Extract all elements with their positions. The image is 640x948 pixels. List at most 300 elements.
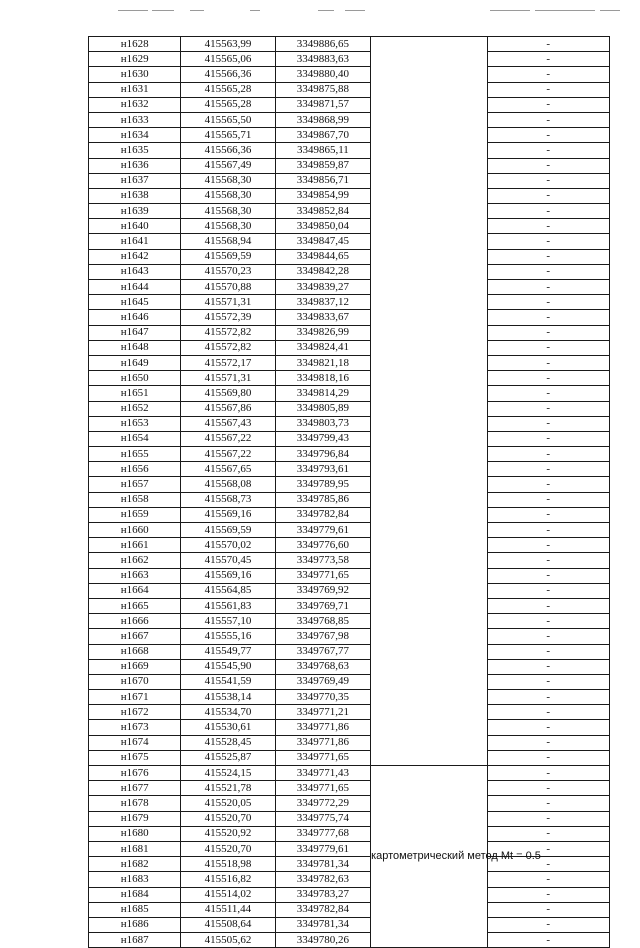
x-coordinate-cell: 415572,82 xyxy=(181,325,275,340)
note-cell: - xyxy=(487,811,610,826)
x-coordinate-cell: 415516,82 xyxy=(181,872,275,887)
y-coordinate-cell: 3349782,63 xyxy=(275,872,370,887)
note-cell: - xyxy=(487,112,610,127)
point-id-cell: н1636 xyxy=(89,158,181,173)
y-coordinate-cell: 3349773,58 xyxy=(275,553,370,568)
table-row xyxy=(89,355,610,370)
x-coordinate-cell: 415567,49 xyxy=(181,158,275,173)
x-coordinate-cell: 415569,59 xyxy=(181,249,275,264)
note-cell: - xyxy=(487,781,610,796)
x-coordinate-cell: 415538,14 xyxy=(181,690,275,705)
y-coordinate-cell: 3349844,65 xyxy=(275,249,370,264)
table-row xyxy=(89,188,610,203)
table-row xyxy=(89,902,610,917)
note-cell: - xyxy=(487,750,610,765)
point-id-cell: н1684 xyxy=(89,887,181,902)
point-id-cell: н1680 xyxy=(89,826,181,841)
table-row xyxy=(89,280,610,295)
point-id-cell: н1640 xyxy=(89,219,181,234)
note-cell: - xyxy=(487,933,610,948)
table-row xyxy=(89,568,610,583)
note-cell: - xyxy=(487,37,610,52)
note-cell: - xyxy=(487,917,610,932)
y-coordinate-cell: 3349771,86 xyxy=(275,720,370,735)
note-cell: - xyxy=(487,857,610,872)
note-cell: - xyxy=(487,644,610,659)
x-coordinate-cell: 415569,59 xyxy=(181,523,275,538)
note-cell: - xyxy=(487,523,610,538)
note-cell: - xyxy=(487,386,610,401)
y-coordinate-cell: 3349782,84 xyxy=(275,507,370,522)
x-coordinate-cell: 415569,16 xyxy=(181,568,275,583)
point-id-cell: н1661 xyxy=(89,538,181,553)
point-id-cell: н1629 xyxy=(89,52,181,67)
note-cell: - xyxy=(487,188,610,203)
table-row xyxy=(89,614,610,629)
point-id-cell: н1647 xyxy=(89,325,181,340)
point-id-cell: н1673 xyxy=(89,720,181,735)
table-row xyxy=(89,553,610,568)
y-coordinate-cell: 3349875,88 xyxy=(275,82,370,97)
x-coordinate-cell: 415571,31 xyxy=(181,371,275,386)
note-cell: - xyxy=(487,538,610,553)
note-cell: - xyxy=(487,355,610,370)
table-row xyxy=(89,234,610,249)
note-cell: - xyxy=(487,720,610,735)
note-cell: - xyxy=(487,826,610,841)
y-coordinate-cell: 3349767,98 xyxy=(275,629,370,644)
x-coordinate-cell: 415565,71 xyxy=(181,128,275,143)
y-coordinate-cell: 3349859,87 xyxy=(275,158,370,173)
x-coordinate-cell: 415570,02 xyxy=(181,538,275,553)
point-id-cell: н1631 xyxy=(89,82,181,97)
point-id-cell: н1657 xyxy=(89,477,181,492)
y-coordinate-cell: 3349852,84 xyxy=(275,204,370,219)
table-row xyxy=(89,826,610,841)
x-coordinate-cell: 415565,28 xyxy=(181,97,275,112)
x-coordinate-cell: 415561,83 xyxy=(181,598,275,613)
point-id-cell: н1630 xyxy=(89,67,181,82)
x-coordinate-cell: 415557,10 xyxy=(181,614,275,629)
point-id-cell: н1653 xyxy=(89,416,181,431)
x-coordinate-cell: 415571,31 xyxy=(181,295,275,310)
point-id-cell: н1677 xyxy=(89,781,181,796)
note-cell: - xyxy=(487,735,610,750)
point-id-cell: н1634 xyxy=(89,128,181,143)
table-row xyxy=(89,371,610,386)
point-id-cell: н1648 xyxy=(89,340,181,355)
table-row xyxy=(89,143,610,158)
y-coordinate-cell: 3349796,84 xyxy=(275,447,370,462)
x-coordinate-cell: 415555,16 xyxy=(181,629,275,644)
y-coordinate-cell: 3349883,63 xyxy=(275,52,370,67)
x-coordinate-cell: 415569,16 xyxy=(181,507,275,522)
y-coordinate-cell: 3349789,95 xyxy=(275,477,370,492)
table-row xyxy=(89,128,610,143)
y-coordinate-cell: 3349850,04 xyxy=(275,219,370,234)
point-id-cell: н1637 xyxy=(89,173,181,188)
method-cell: картометрический метод Mt = 0.5 xyxy=(371,766,487,948)
y-coordinate-cell: 3349777,68 xyxy=(275,826,370,841)
coordinates-table-body xyxy=(89,37,610,948)
note-cell: - xyxy=(487,97,610,112)
x-coordinate-cell: 415565,28 xyxy=(181,82,275,97)
note-cell: - xyxy=(487,416,610,431)
y-coordinate-cell: 3349781,34 xyxy=(275,857,370,872)
x-coordinate-cell: 415568,94 xyxy=(181,234,275,249)
note-cell: - xyxy=(487,902,610,917)
point-id-cell: н1671 xyxy=(89,690,181,705)
x-coordinate-cell: 415520,70 xyxy=(181,811,275,826)
y-coordinate-cell: 3349772,29 xyxy=(275,796,370,811)
y-coordinate-cell: 3349805,89 xyxy=(275,401,370,416)
table-row xyxy=(89,416,610,431)
y-coordinate-cell: 3349886,65 xyxy=(275,37,370,52)
note-cell: - xyxy=(487,796,610,811)
point-id-cell: н1628 xyxy=(89,37,181,52)
y-coordinate-cell: 3349856,71 xyxy=(275,173,370,188)
x-coordinate-cell: 415511,44 xyxy=(181,902,275,917)
point-id-cell: н1652 xyxy=(89,401,181,416)
table-row xyxy=(89,629,610,644)
point-id-cell: н1645 xyxy=(89,295,181,310)
note-cell: - xyxy=(487,295,610,310)
point-id-cell: н1676 xyxy=(89,766,181,781)
y-coordinate-cell: 3349799,43 xyxy=(275,431,370,446)
x-coordinate-cell: 415514,02 xyxy=(181,887,275,902)
y-coordinate-cell: 3349818,16 xyxy=(275,371,370,386)
table-row xyxy=(89,644,610,659)
point-id-cell: н1675 xyxy=(89,750,181,765)
y-coordinate-cell: 3349867,70 xyxy=(275,128,370,143)
y-coordinate-cell: 3349771,65 xyxy=(275,750,370,765)
x-coordinate-cell: 415563,99 xyxy=(181,37,275,52)
x-coordinate-cell: 415565,06 xyxy=(181,52,275,67)
x-coordinate-cell: 415524,15 xyxy=(181,766,275,781)
x-coordinate-cell: 415572,39 xyxy=(181,310,275,325)
x-coordinate-cell: 415566,36 xyxy=(181,143,275,158)
point-id-cell: н1635 xyxy=(89,143,181,158)
y-coordinate-cell: 3349771,43 xyxy=(275,766,370,781)
x-coordinate-cell: 415568,30 xyxy=(181,204,275,219)
table-row xyxy=(89,447,610,462)
point-id-cell: н1658 xyxy=(89,492,181,507)
x-coordinate-cell: 415567,22 xyxy=(181,447,275,462)
y-coordinate-cell: 3349814,29 xyxy=(275,386,370,401)
x-coordinate-cell: 415568,30 xyxy=(181,173,275,188)
note-cell: - xyxy=(487,128,610,143)
y-coordinate-cell: 3349767,77 xyxy=(275,644,370,659)
table-row xyxy=(89,249,610,264)
x-coordinate-cell: 415567,22 xyxy=(181,431,275,446)
table-row xyxy=(89,766,610,781)
table-row xyxy=(89,401,610,416)
table-row xyxy=(89,583,610,598)
table-row xyxy=(89,523,610,538)
x-coordinate-cell: 415528,45 xyxy=(181,735,275,750)
table-row xyxy=(89,204,610,219)
point-id-cell: н1666 xyxy=(89,614,181,629)
y-coordinate-cell: 3349771,65 xyxy=(275,781,370,796)
point-id-cell: н1664 xyxy=(89,583,181,598)
table-row xyxy=(89,340,610,355)
y-coordinate-cell: 3349769,71 xyxy=(275,598,370,613)
note-cell: - xyxy=(487,553,610,568)
table-row xyxy=(89,492,610,507)
table-row xyxy=(89,674,610,689)
x-coordinate-cell: 415541,59 xyxy=(181,674,275,689)
point-id-cell: н1660 xyxy=(89,523,181,538)
point-id-cell: н1678 xyxy=(89,796,181,811)
table-row xyxy=(89,887,610,902)
note-cell: - xyxy=(487,841,610,856)
y-coordinate-cell: 3349783,27 xyxy=(275,887,370,902)
note-cell: - xyxy=(487,705,610,720)
scan-top-edge xyxy=(0,0,640,22)
point-id-cell: н1681 xyxy=(89,841,181,856)
table-row xyxy=(89,872,610,887)
table-row xyxy=(89,158,610,173)
y-coordinate-cell: 3349854,99 xyxy=(275,188,370,203)
y-coordinate-cell: 3349785,86 xyxy=(275,492,370,507)
x-coordinate-cell: 415525,87 xyxy=(181,750,275,765)
y-coordinate-cell: 3349782,84 xyxy=(275,902,370,917)
table-row xyxy=(89,52,610,67)
point-id-cell: н1649 xyxy=(89,355,181,370)
y-coordinate-cell: 3349871,57 xyxy=(275,97,370,112)
x-coordinate-cell: 415565,50 xyxy=(181,112,275,127)
note-cell: - xyxy=(487,690,610,705)
point-id-cell: н1655 xyxy=(89,447,181,462)
note-cell: - xyxy=(487,67,610,82)
note-cell: - xyxy=(487,234,610,249)
table-row xyxy=(89,750,610,765)
point-id-cell: н1668 xyxy=(89,644,181,659)
y-coordinate-cell: 3349880,40 xyxy=(275,67,370,82)
table-row xyxy=(89,811,610,826)
table-row xyxy=(89,173,610,188)
note-cell: - xyxy=(487,401,610,416)
point-id-cell: н1687 xyxy=(89,933,181,948)
y-coordinate-cell: 3349793,61 xyxy=(275,462,370,477)
note-cell: - xyxy=(487,766,610,781)
table-row xyxy=(89,477,610,492)
x-coordinate-cell: 415520,05 xyxy=(181,796,275,811)
note-cell: - xyxy=(487,143,610,158)
note-cell: - xyxy=(487,173,610,188)
point-id-cell: н1679 xyxy=(89,811,181,826)
y-coordinate-cell: 3349768,85 xyxy=(275,614,370,629)
note-cell: - xyxy=(487,310,610,325)
point-id-cell: н1674 xyxy=(89,735,181,750)
x-coordinate-cell: 415564,85 xyxy=(181,583,275,598)
x-coordinate-cell: 415545,90 xyxy=(181,659,275,674)
point-id-cell: н1685 xyxy=(89,902,181,917)
x-coordinate-cell: 415530,61 xyxy=(181,720,275,735)
table-row xyxy=(89,796,610,811)
note-cell: - xyxy=(487,887,610,902)
table-row xyxy=(89,933,610,948)
note-cell: - xyxy=(487,598,610,613)
point-id-cell: н1654 xyxy=(89,431,181,446)
y-coordinate-cell: 3349779,61 xyxy=(275,523,370,538)
y-coordinate-cell: 3349771,65 xyxy=(275,568,370,583)
point-id-cell: н1659 xyxy=(89,507,181,522)
method-cell-upper xyxy=(371,37,487,766)
note-cell: - xyxy=(487,614,610,629)
y-coordinate-cell: 3349803,73 xyxy=(275,416,370,431)
x-coordinate-cell: 415568,73 xyxy=(181,492,275,507)
x-coordinate-cell: 415570,45 xyxy=(181,553,275,568)
x-coordinate-cell: 415567,65 xyxy=(181,462,275,477)
x-coordinate-cell: 415520,70 xyxy=(181,841,275,856)
table-row xyxy=(89,720,610,735)
point-id-cell: н1651 xyxy=(89,386,181,401)
x-coordinate-cell: 415521,78 xyxy=(181,781,275,796)
point-id-cell: н1650 xyxy=(89,371,181,386)
note-cell: - xyxy=(487,204,610,219)
x-coordinate-cell: 415505,62 xyxy=(181,933,275,948)
point-id-cell: н1656 xyxy=(89,462,181,477)
y-coordinate-cell: 3349771,86 xyxy=(275,735,370,750)
note-cell: - xyxy=(487,340,610,355)
table-row xyxy=(89,37,610,52)
x-coordinate-cell: 415568,08 xyxy=(181,477,275,492)
x-coordinate-cell: 415568,30 xyxy=(181,188,275,203)
x-coordinate-cell: 415520,92 xyxy=(181,826,275,841)
table-row xyxy=(89,219,610,234)
note-cell: - xyxy=(487,280,610,295)
table-row xyxy=(89,67,610,82)
note-cell: - xyxy=(487,82,610,97)
note-cell: - xyxy=(487,249,610,264)
x-coordinate-cell: 415572,17 xyxy=(181,355,275,370)
x-coordinate-cell: 415570,23 xyxy=(181,264,275,279)
x-coordinate-cell: 415570,88 xyxy=(181,280,275,295)
point-id-cell: н1642 xyxy=(89,249,181,264)
point-id-cell: н1686 xyxy=(89,917,181,932)
table-row xyxy=(89,735,610,750)
note-cell: - xyxy=(487,583,610,598)
note-cell: - xyxy=(487,325,610,340)
x-coordinate-cell: 415549,77 xyxy=(181,644,275,659)
table-row xyxy=(89,325,610,340)
note-cell: - xyxy=(487,447,610,462)
table-row xyxy=(89,386,610,401)
y-coordinate-cell: 3349837,12 xyxy=(275,295,370,310)
note-cell: - xyxy=(487,872,610,887)
point-id-cell: н1667 xyxy=(89,629,181,644)
table-row xyxy=(89,598,610,613)
x-coordinate-cell: 415534,70 xyxy=(181,705,275,720)
y-coordinate-cell: 3349771,21 xyxy=(275,705,370,720)
table-row xyxy=(89,462,610,477)
note-cell: - xyxy=(487,492,610,507)
x-coordinate-cell: 415566,36 xyxy=(181,67,275,82)
table-row xyxy=(89,659,610,674)
x-coordinate-cell: 415567,43 xyxy=(181,416,275,431)
point-id-cell: н1643 xyxy=(89,264,181,279)
note-cell: - xyxy=(487,158,610,173)
y-coordinate-cell: 3349847,45 xyxy=(275,234,370,249)
table-row xyxy=(89,112,610,127)
table-row xyxy=(89,538,610,553)
note-cell: - xyxy=(487,431,610,446)
x-coordinate-cell: 415569,80 xyxy=(181,386,275,401)
note-cell: - xyxy=(487,264,610,279)
table-row xyxy=(89,264,610,279)
point-id-cell: н1669 xyxy=(89,659,181,674)
table-row xyxy=(89,781,610,796)
y-coordinate-cell: 3349826,99 xyxy=(275,325,370,340)
note-cell: - xyxy=(487,219,610,234)
point-id-cell: н1632 xyxy=(89,97,181,112)
y-coordinate-cell: 3349769,92 xyxy=(275,583,370,598)
y-coordinate-cell: 3349781,34 xyxy=(275,917,370,932)
point-id-cell: н1672 xyxy=(89,705,181,720)
y-coordinate-cell: 3349821,18 xyxy=(275,355,370,370)
note-cell: - xyxy=(487,674,610,689)
y-coordinate-cell: 3349779,61 xyxy=(275,841,370,856)
note-cell: - xyxy=(487,52,610,67)
y-coordinate-cell: 3349769,49 xyxy=(275,674,370,689)
y-coordinate-cell: 3349780,26 xyxy=(275,933,370,948)
table-row xyxy=(89,705,610,720)
point-id-cell: н1638 xyxy=(89,188,181,203)
x-coordinate-cell: 415572,82 xyxy=(181,340,275,355)
x-coordinate-cell: 415518,98 xyxy=(181,857,275,872)
note-cell: - xyxy=(487,462,610,477)
table-row xyxy=(89,82,610,97)
note-cell: - xyxy=(487,477,610,492)
point-id-cell: н1683 xyxy=(89,872,181,887)
y-coordinate-cell: 3349776,60 xyxy=(275,538,370,553)
point-id-cell: н1641 xyxy=(89,234,181,249)
x-coordinate-cell: 415508,64 xyxy=(181,917,275,932)
y-coordinate-cell: 3349842,28 xyxy=(275,264,370,279)
note-cell: - xyxy=(487,371,610,386)
y-coordinate-cell: 3349768,63 xyxy=(275,659,370,674)
y-coordinate-cell: 3349865,11 xyxy=(275,143,370,158)
coordinates-table xyxy=(88,36,610,948)
note-cell: - xyxy=(487,659,610,674)
y-coordinate-cell: 3349824,41 xyxy=(275,340,370,355)
point-id-cell: н1644 xyxy=(89,280,181,295)
point-id-cell: н1662 xyxy=(89,553,181,568)
table-row xyxy=(89,690,610,705)
table-row xyxy=(89,97,610,112)
point-id-cell: н1633 xyxy=(89,112,181,127)
table-row xyxy=(89,507,610,522)
point-id-cell: н1646 xyxy=(89,310,181,325)
point-id-cell: н1639 xyxy=(89,204,181,219)
table-row xyxy=(89,917,610,932)
y-coordinate-cell: 3349775,74 xyxy=(275,811,370,826)
y-coordinate-cell: 3349839,27 xyxy=(275,280,370,295)
table-row xyxy=(89,295,610,310)
y-coordinate-cell: 3349868,99 xyxy=(275,112,370,127)
note-cell: - xyxy=(487,507,610,522)
table-row xyxy=(89,431,610,446)
x-coordinate-cell: 415568,30 xyxy=(181,219,275,234)
point-id-cell: н1663 xyxy=(89,568,181,583)
x-coordinate-cell: 415567,86 xyxy=(181,401,275,416)
y-coordinate-cell: 3349833,67 xyxy=(275,310,370,325)
point-id-cell: н1682 xyxy=(89,857,181,872)
note-cell: - xyxy=(487,568,610,583)
table-row xyxy=(89,310,610,325)
note-cell: - xyxy=(487,629,610,644)
